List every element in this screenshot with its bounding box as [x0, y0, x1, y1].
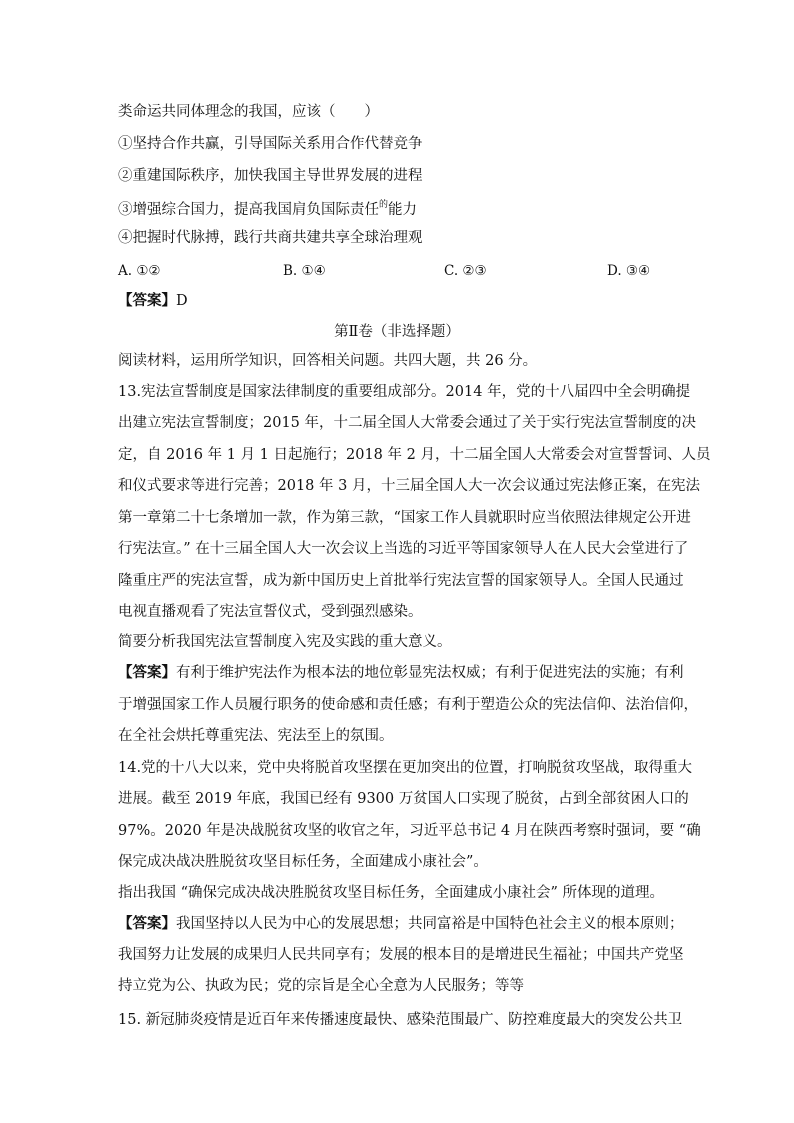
q14-answer-label: 【答案】 [118, 915, 176, 932]
q14-answer-line-2: 我国努力让发展的成果归人民共同享有；发展的根本目的是增进民生福祉；中国共产党坚 [118, 947, 684, 963]
q14-line-2: 进展。截至 2019 年底，我国已经有 9300 万贫国人口实现了脱贫，占到全部贫困人口的 [118, 791, 689, 807]
q13-line-3: 定，自 2016 年 1 月 1 日起施行；2018 年 2 月，十二届全国人大常委会对宣誓誓词、人员 [118, 447, 711, 463]
q12-option-d: D. ③④ [607, 263, 651, 279]
q13-answer-line-3: 在全社会烘托尊重宪法、宪法至上的氛围。 [118, 728, 394, 744]
q12-item-3-text: ③增强综合国力，提高我国肩负国际责任 [118, 202, 379, 218]
q14-answer-text-1: 我国坚持以人民为中心的发展思想；共同富裕是中国特色社会主义的根本原则； [176, 916, 684, 932]
section-title: 第Ⅱ卷（非选择题） [334, 324, 460, 340]
q15-line-1: 15. 新冠肺炎疫情是近百年来传播速度最快、感染范围最广、防控难度最大的突发公共卫 [118, 1012, 683, 1028]
q12-item-3-tail: 能力 [388, 202, 418, 218]
q13-question: 简要分析我国宪法宣誓制度入宪及实践的重大意义。 [118, 634, 452, 650]
instructions: 阅读材料，运用所学知识，回答相关问题。共四大题，共 26 分。 [118, 353, 538, 369]
q14-answer-line-3: 持立党为公、执政为民；党的宗旨是全心全意为人民服务；等等 [118, 978, 524, 994]
q14-line-4: 保完成决战决胜脱贫攻坚目标任务，全面建成小康社会”。 [118, 854, 488, 870]
q13-line-7: 隆重庄严的宪法宣誓，成为新中国历史上首批举行宪法宣誓的国家领导人。全国人民通过 [118, 573, 684, 589]
q13-answer-line-1 [118, 664, 684, 682]
q14-question: 指出我国 “确保完成决战决胜脱贫攻坚目标任务，全面建成小康社会” 所体现的道理。 [118, 885, 665, 901]
q13-line-8: 电视直播观看了宪法宣誓仪式，受到强烈感染。 [118, 604, 423, 620]
q13-answer-label: 【答案】 [118, 664, 176, 681]
q12-item-3 [118, 201, 417, 221]
q12-answer [118, 292, 188, 310]
q12-answer-label: 【答案】 [118, 292, 176, 309]
q12-item-1: ①坚持合作共赢，引导国际关系用合作代替竞争 [118, 136, 423, 152]
q13-line-4: 和仪式要求等进行完善；2018 年 3 月，十三届全国人大一次会议通过宪法修正案，在宪法 [118, 478, 700, 494]
q13-answer-line-2: 于增强国家工作人员履行职务的使命感和责任感；有利于塑造公众的宪法信仰、法治信仰， [118, 697, 698, 713]
q13-line-5: 第一章第二十七条增加一款，作为第三款，“国家工作人員就职时应当依照法律规定公开进 [118, 510, 691, 526]
q12-option-a: A. ①② [118, 263, 161, 279]
q12-answer-value: D [176, 293, 188, 309]
q12-item-2: ②重建国际秩序，加快我国主导世界发展的进程 [118, 168, 423, 184]
q13-line-1: 13.宪法宣誓制度是国家法律制度的重要组成部分。2014 年，党的十八届四中全会明确提 [118, 384, 691, 400]
q13-answer-text-1: 有利于维护宪法作为根本法的地位彰显宪法权威；有利于促进宪法的实施；有利 [176, 665, 684, 681]
q13-line-6: 行宪法宣。” 在十三届全国人大一次会议上当选的习近平等国家领导人在人民大会堂进行了 [118, 541, 689, 557]
q12-item-4: ④把握时代脉搏，践行共商共建共享全球治理观 [118, 230, 423, 246]
q14-line-3: 97%。2020 年是决战脱贫攻坚的收官之年，习近平总书记 4 月在陕西考察时强词，要 “确 [118, 823, 701, 839]
q13-line-2: 出建立宪法宣誓制度；2015 年，十二届全国人大常委会通过了关于实行宪法宣誓制度的决 [118, 415, 697, 431]
q12-option-b: B. ①④ [283, 263, 326, 279]
q12-stem-tail: 类命运共同体理念的我国，应该（ ） [118, 104, 379, 120]
q14-line-1: 14.党的十八大以来，党中央将脱首攻坚摆在更加突出的位置，打响脱贫攻坚战，取得重大 [118, 760, 693, 776]
q12-option-c: C. ②③ [444, 263, 487, 279]
q12-item-3-superscript: 的 [379, 200, 389, 210]
q14-answer-line-1 [118, 915, 684, 933]
